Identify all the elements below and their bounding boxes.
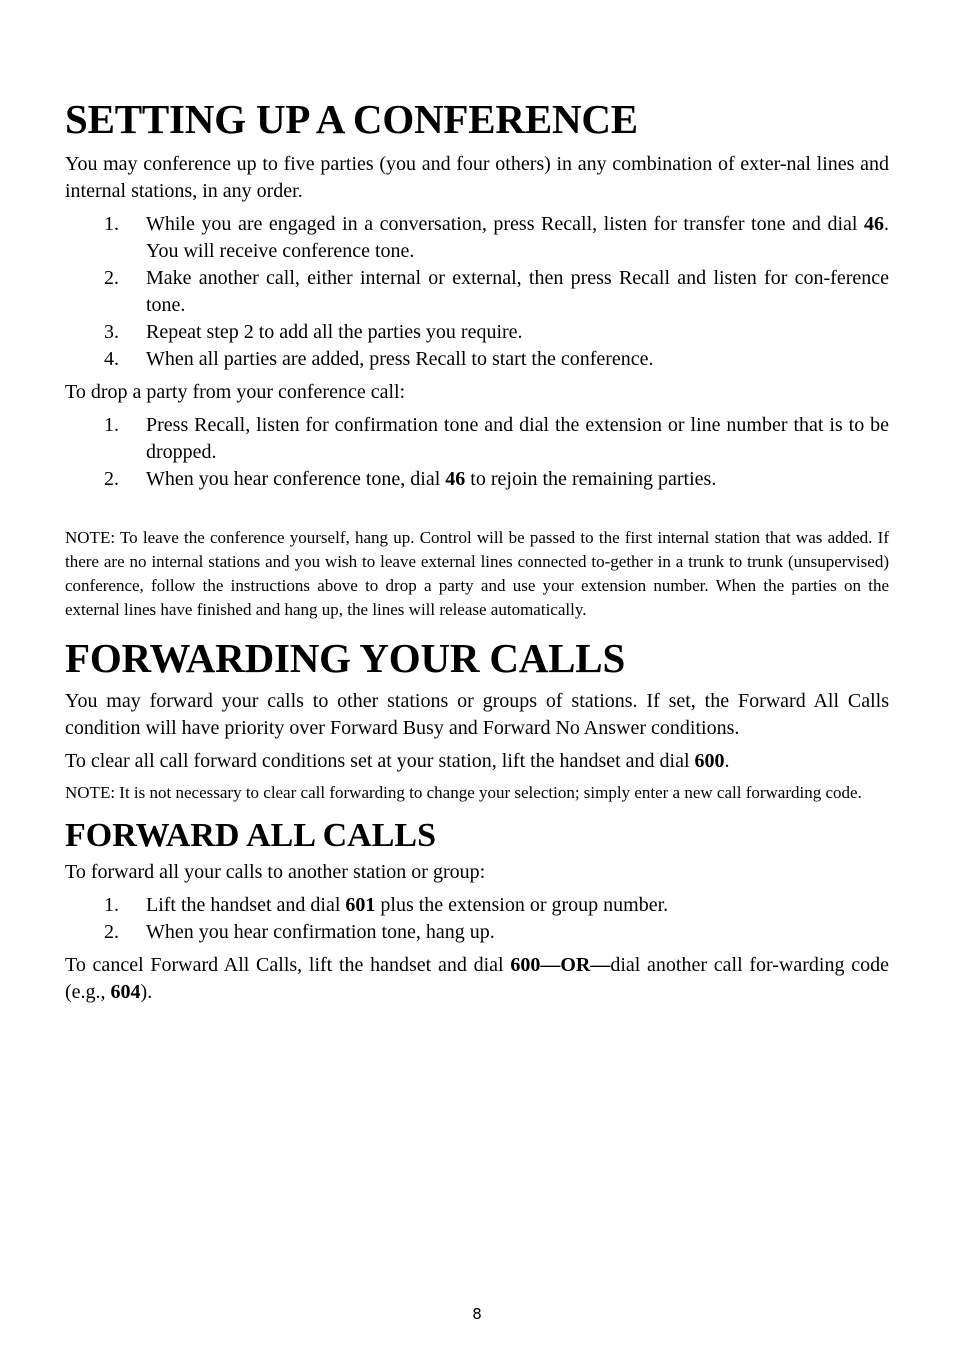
- page-content: [65, 92, 889, 1006]
- drop-intro: To drop a party from your conference call:: [65, 381, 406, 403]
- forwarding-note: NOTE: It is not necessary to clear call forwarding to change your selection; simply enter a new call forwarding code.: [65, 783, 862, 802]
- list-item: 2. Make another call, either internal or external, then press Recall and listen for con-ference tone.: [104, 267, 889, 316]
- list-item: 1. While you are engaged in a conversation, press Recall, listen for transfer tone and dial 46. You will receive conference tone.: [104, 213, 889, 262]
- list-item: 4. When all parties are added, press Recall to start the conference.: [104, 348, 654, 370]
- forward-all-heading: FORWARD ALL CALLS: [65, 817, 436, 854]
- forwarding-intro: You may forward your calls to other stations or groups of stations. If set, the Forward All Calls condition will have priority over Forward Busy and Forward No Answer conditions.: [65, 690, 889, 739]
- forward-all-steps: [65, 892, 889, 946]
- list-item: 2. When you hear conference tone, dial 46 to rejoin the remaining parties.: [104, 468, 717, 490]
- forwarding-clear: To clear all call forward conditions set at your station, lift the handset and dial 600.: [65, 750, 730, 772]
- conference-steps: [65, 211, 889, 373]
- forward-all-intro: To forward all your calls to another station or group:: [65, 861, 486, 883]
- page-number: 8: [472, 1305, 482, 1323]
- forwarding-heading: FORWARDING YOUR CALLS: [65, 635, 626, 681]
- drop-steps: [65, 412, 889, 493]
- forward-all-cancel: To cancel Forward All Calls, lift the handset and dial 600—OR—dial another call for-warding code (e.g., 604).: [65, 954, 889, 1003]
- list-item: 1. Press Recall, listen for confirmation tone and dial the extension or line number that is to be dropped.: [104, 414, 889, 463]
- conference-heading: SETTING UP A CONFERENCE: [65, 96, 638, 142]
- list-item: 1. Lift the handset and dial 601 plus the extension or group number.: [104, 894, 669, 916]
- list-item: 2. When you hear confirmation tone, hang up.: [104, 921, 495, 943]
- conference-note: NOTE: To leave the conference yourself, hang up. Control will be passed to the first internal station that was added. If there are no internal stations and you wish to leave external lines connected to-gether in a trunk to trunk (unsupervised) conference, follow the instructions above to drop a party and use your extension number. When the parties on the external lines have finished and hang up, the lines will release automatically.: [65, 528, 889, 619]
- conference-intro: You may conference up to five parties (you and four others) in any combination of exter-nal lines and internal stations, in any order.: [65, 153, 889, 202]
- list-item: 3. Repeat step 2 to add all the parties you require.: [104, 321, 523, 343]
